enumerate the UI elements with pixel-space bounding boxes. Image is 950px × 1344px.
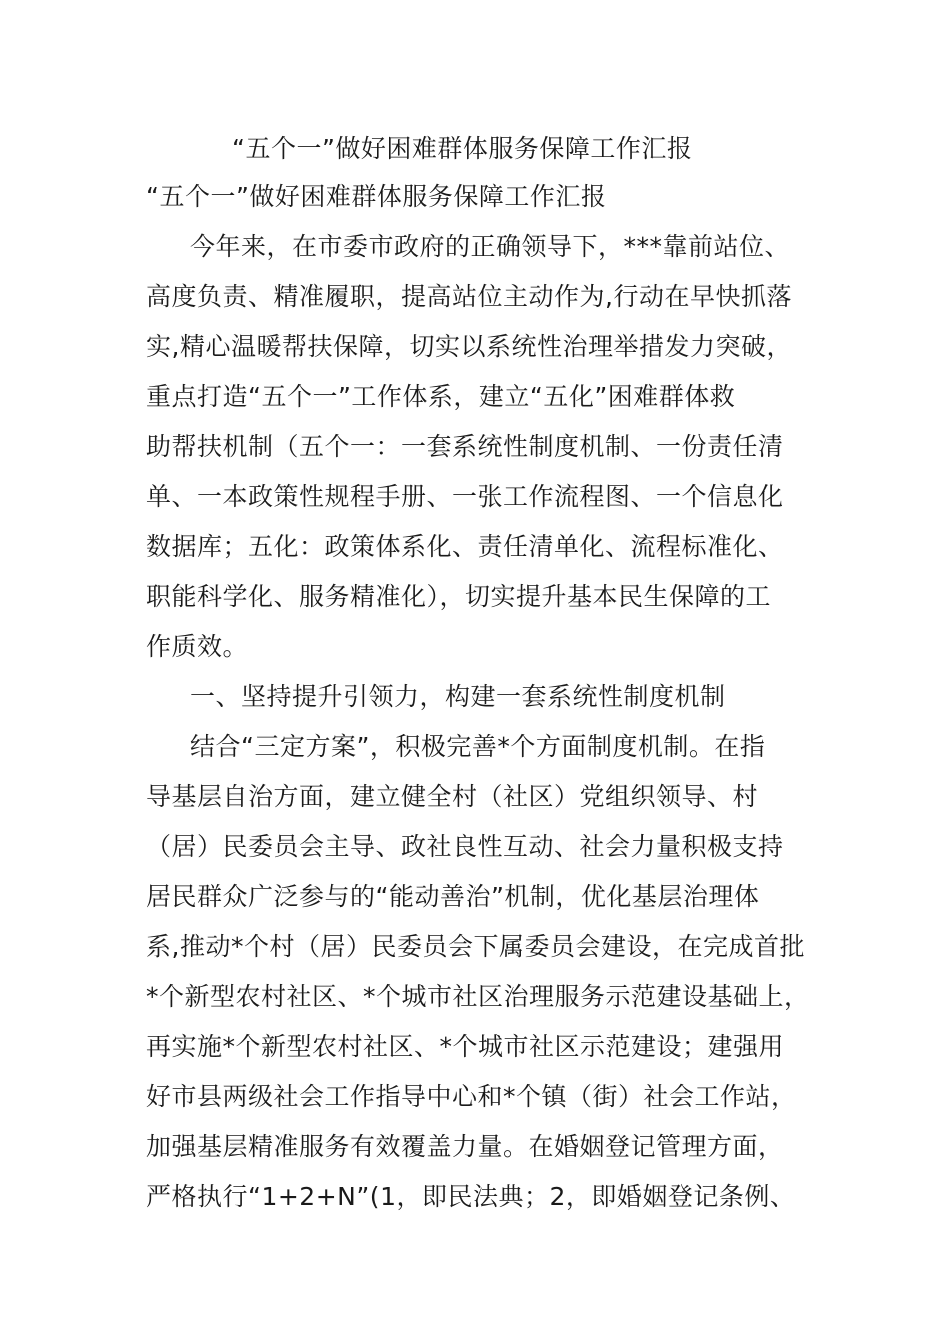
paragraph-line: *个新型农村社区、*个城市社区治理服务示范建设基础上，	[146, 982, 810, 1011]
document-title: “五个一”做好困难群体服务保障工作汇报	[232, 134, 693, 163]
paragraph-line: （居）民委员会主导、政社良性互动、社会力量积极支持	[146, 832, 784, 861]
paragraph-line: 今年来，在市委市政府的正确领导下，***靠前站位、	[190, 232, 791, 261]
paragraph-line: 系,推动*个村（居）民委员会下属委员会建设，在完成首批	[146, 932, 805, 961]
paragraph-line: 作质效。	[146, 632, 249, 661]
paragraph-line: 助帮扶机制（五个一：一套系统性制度机制、一份责任清	[146, 432, 784, 461]
paragraph-line: 导基层自治方面，建立健全村（社区）党组织领导、村	[146, 782, 759, 811]
paragraph-line: 重点打造“五个一”工作体系，建立“五化”困难群体救	[146, 382, 736, 411]
paragraph-line: 结合“三定方案”，积极完善*个方面制度机制。在指	[190, 732, 766, 761]
paragraph-line: 再实施*个新型农村社区、*个城市社区示范建设；建强用	[146, 1032, 785, 1061]
paragraph-line: 居民群众广泛参与的“能动善治”机制，优化基层治理体	[146, 882, 760, 911]
paragraph-line: 严格执行“1+2+N”(1，即民法典；2，即婚姻登记条例、	[146, 1182, 796, 1211]
paragraph-line: 单、一本政策性规程手册、一张工作流程图、一个信息化	[146, 482, 784, 511]
section-heading: 一、坚持提升引领力，构建一套系统性制度机制	[190, 682, 726, 711]
paragraph-line: 高度负责、精准履职，提高站位主动作为,行动在早快抓落	[146, 282, 792, 311]
paragraph-line: 实,精心温暖帮扶保障，切实以系统性治理举措发力突破，	[146, 332, 792, 361]
document-subtitle: “五个一”做好困难群体服务保障工作汇报	[146, 182, 607, 211]
paragraph-line: 数据库；五化：政策体系化、责任清单化、流程标准化、	[146, 532, 784, 561]
paragraph-line: 职能科学化、服务精准化），切实提升基本民生保障的工	[146, 582, 772, 611]
paragraph-line: 加强基层精准服务有效覆盖力量。在婚姻登记管理方面，	[146, 1132, 784, 1161]
paragraph-line: 好市县两级社会工作指导中心和*个镇（街）社会工作站，	[146, 1082, 797, 1111]
